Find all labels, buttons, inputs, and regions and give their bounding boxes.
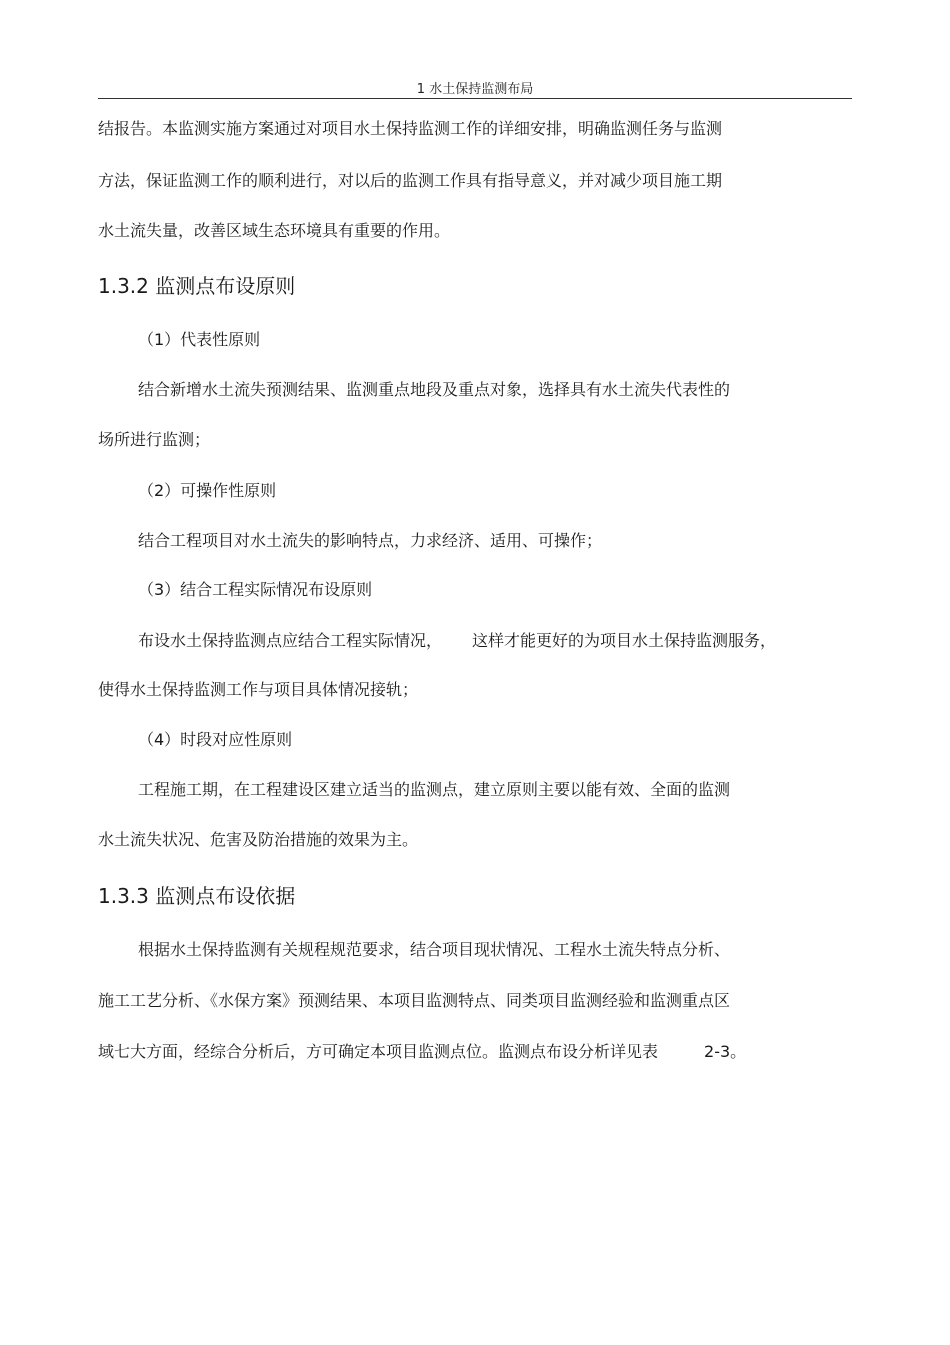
principle-3-title: （3）结合工程实际情况布设原则 — [138, 580, 373, 599]
basis-line-3 — [98, 1042, 746, 1062]
principle-1-line-1: 结合新增水土流失预测结果、监测重点地段及重点对象，选择具有水土流失代表性的 — [138, 380, 731, 399]
principle-1-title: （1）代表性原则 — [138, 330, 261, 349]
table-reference: 2-3。 — [704, 1042, 747, 1061]
principle-4-line-1: 工程施工期，在工程建设区建立适当的监测点，建立原则主要以能有效、全面的监测 — [138, 780, 731, 799]
principle-3-line-1-part-b: 这样才能更好的为项目水土保持监测服务， — [472, 631, 777, 650]
principle-1-line-2: 场所进行监测； — [98, 430, 211, 449]
basis-line-3-part-a: 域七大方面，经综合分析后，方可确定本项目监测点位。监测点布设分析详见表 — [98, 1042, 659, 1061]
intro-line-3: 水土流失量，改善区域生态环境具有重要的作用。 — [98, 221, 451, 240]
principle-2-title: （2）可操作性原则 — [138, 481, 277, 500]
principle-3-line-1 — [138, 631, 776, 651]
principle-3-line-2: 使得水土保持监测工作与项目具体情况接轨； — [98, 680, 419, 699]
principle-4-line-2: 水土流失状况、危害及防治措施的效果为主。 — [98, 830, 419, 849]
basis-line-2: 施工工艺分析、《水保方案》预测结果、本项目监测特点、同类项目监测经验和监测重点区 — [98, 991, 731, 1010]
section-heading-1-3-3: 1.3.3 监测点布设依据 — [98, 884, 296, 908]
header-divider — [98, 98, 852, 99]
intro-line-2: 方法，保证监测工作的顺利进行，对以后的监测工作具有指导意义，并对减少项目施工期 — [98, 171, 723, 190]
header-title: 1 水土保持监测布局 — [416, 82, 534, 97]
section-heading-1-3-2: 1.3.2 监测点布设原则 — [98, 274, 296, 298]
principle-4-title: （4）时段对应性原则 — [138, 730, 293, 749]
basis-line-1: 根据水土保持监测有关规程规范要求，结合项目现状情况、工程水土流失特点分析、 — [138, 940, 731, 959]
intro-line-1: 结报告。本监测实施方案通过对项目水土保持监测工作的详细安排，明确监测任务与监测 — [98, 119, 723, 138]
principle-3-line-1-part-a: 布设水土保持监测点应结合工程实际情况， — [138, 631, 443, 650]
principle-2-line-1: 结合工程项目对水土流失的影响特点，力求经济、适用、可操作； — [138, 531, 603, 550]
